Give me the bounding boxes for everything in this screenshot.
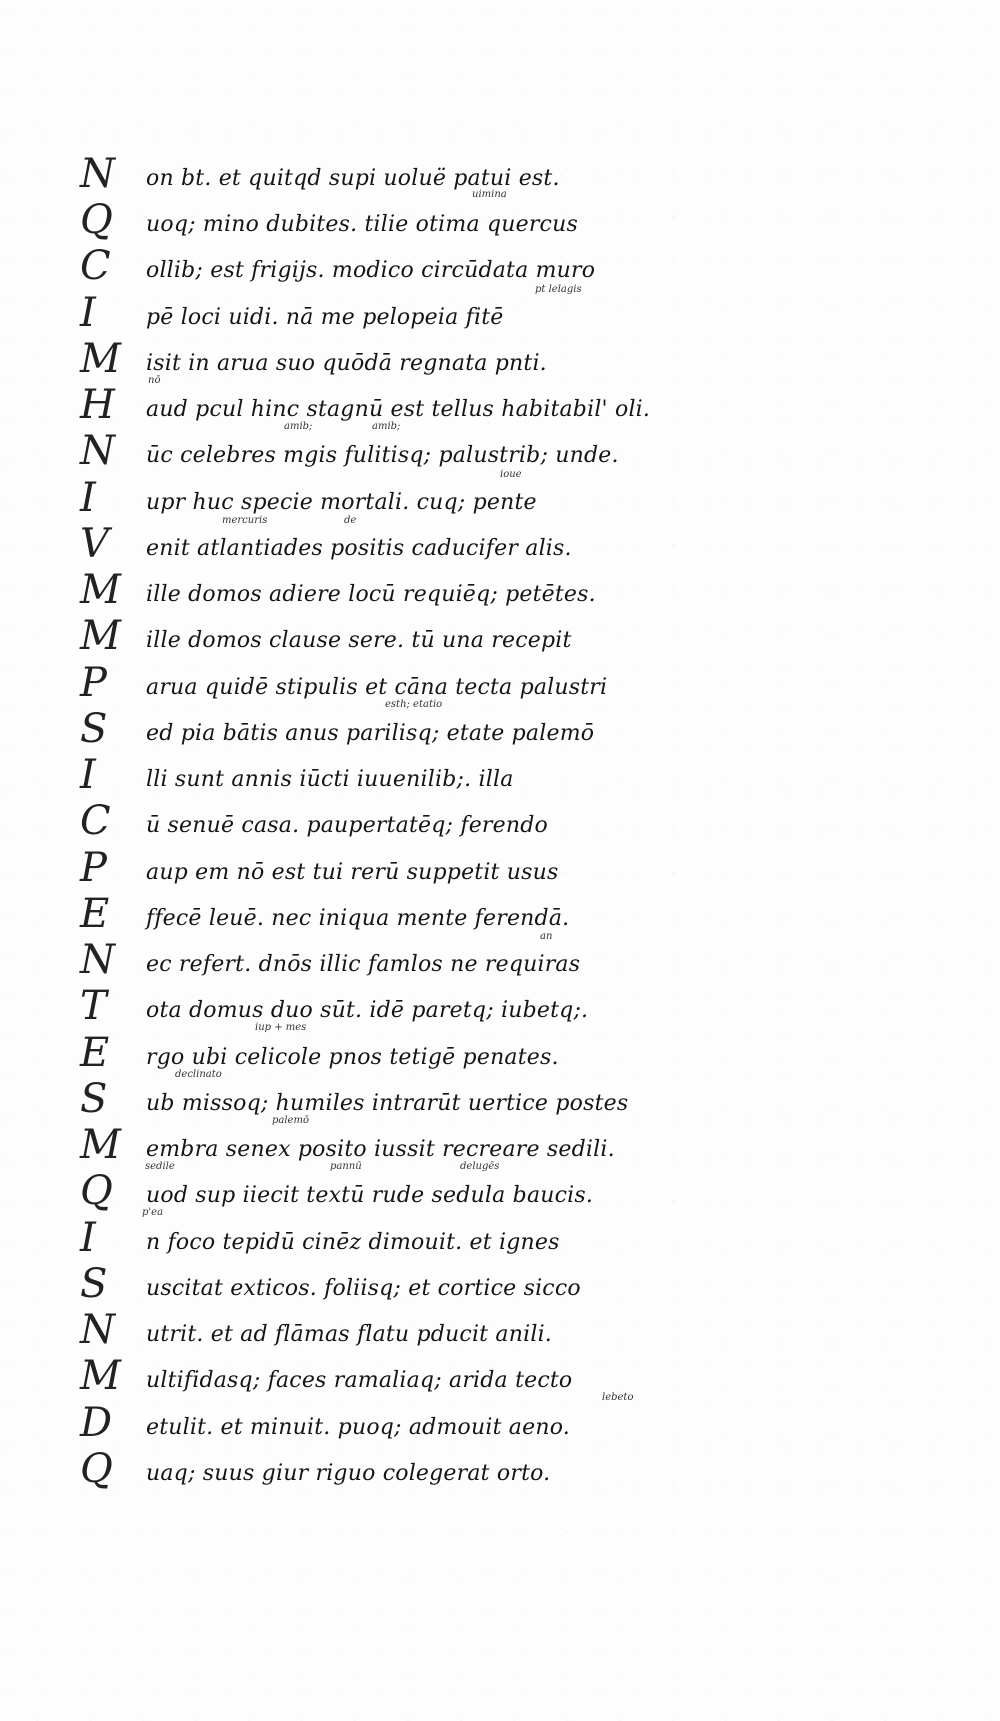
verse-text: uod sup iiecit textū rude sedula baucis. <box>146 1183 594 1208</box>
verse-text: enit atlantiades positis caducifer alis. <box>146 536 572 561</box>
interlinear-gloss: pt lelagis <box>535 284 582 295</box>
verse-initial: E <box>80 891 110 937</box>
verse-text: embra senex posito iussit recreare sedili. <box>146 1137 615 1162</box>
verse-initial: I <box>80 1215 96 1261</box>
interlinear-gloss: palemō <box>272 1115 309 1126</box>
verse-line <box>80 983 700 1040</box>
verse-line <box>80 567 700 624</box>
verse-text: uoq; mino dubites. tilie otima quercus <box>146 212 578 237</box>
interlinear-gloss: iup + mes <box>255 1022 307 1033</box>
verse-initial: M <box>80 1353 121 1399</box>
verse-line <box>80 336 700 393</box>
verse-line <box>80 1446 700 1503</box>
interlinear-gloss: uimina <box>472 189 507 200</box>
interlinear-gloss: sedile <box>145 1161 175 1172</box>
verse-text: aup em nō est tui rerū suppetit usus <box>146 860 559 885</box>
verse-line <box>80 660 700 717</box>
verse-initial: N <box>80 428 115 474</box>
verse-line <box>80 1076 700 1133</box>
interlinear-gloss: mercuris <box>222 515 268 526</box>
verse-initial: N <box>80 937 115 983</box>
verse-initial: E <box>80 1030 110 1076</box>
verse-text: pē loci uidi. nā me pelopeia fitē <box>146 305 504 330</box>
verse-line <box>80 243 700 300</box>
verse-line <box>80 706 700 763</box>
verse-text: ed pia bātis anus parilisq; etate palemō <box>146 721 595 746</box>
verse-initial: M <box>80 1122 121 1168</box>
verse-initial: P <box>80 660 107 706</box>
verse-line <box>80 382 700 439</box>
verse-text: ffecē leuē. nec iniqua mente ferendā. <box>146 906 570 931</box>
verse-text: ille domos adiere locū requiēq; petētes. <box>146 582 596 607</box>
verse-line <box>80 197 700 254</box>
verse-text: etulit. et minuit. puoq; admouit aeno. <box>146 1415 570 1440</box>
verse-line <box>80 845 700 902</box>
verse-text: ota domus duo sūt. idē paretq; iubetq;. <box>146 998 589 1023</box>
interlinear-gloss: ioue <box>500 469 522 480</box>
interlinear-gloss: amib; <box>284 421 313 432</box>
verse-text: uscitat exticos. foliisq; et cortice sicco <box>146 1276 581 1301</box>
verse-text: ū senuē casa. paupertatēq; ferendo <box>146 813 548 838</box>
verse-initial: Q <box>80 1168 113 1214</box>
verse-text: ūc celebres mgis fulitisq; palustrib; unde. <box>146 443 619 468</box>
verse-text: isit in arua suo quōdā regnata pnti. <box>146 351 547 376</box>
verse-text: lli sunt annis iūcti iuuenilib;. illa <box>146 767 514 792</box>
verse-text: ille domos clause sere. tū una recepit <box>146 628 572 653</box>
verse-text: aud pcul hinc stagnū est tellus habitabil' oli. <box>146 397 651 422</box>
verse-initial: M <box>80 336 121 382</box>
verse-initial: C <box>80 243 111 289</box>
verse-line <box>80 1261 700 1318</box>
verse-line <box>80 1215 700 1272</box>
verse-text: n foco tepidū cinēz dimouit. et ignes <box>146 1230 560 1255</box>
verse-text: ub missoq; humiles intrarūt uertice postes <box>146 1091 629 1116</box>
verse-initial: I <box>80 290 96 336</box>
verse-text: uaq; suus giur riguo colegerat orto. <box>146 1461 551 1486</box>
verse-initial: I <box>80 475 96 521</box>
verse-text: on bt. et quitqd supi uoluë patui est. <box>146 166 560 191</box>
verse-line <box>80 290 700 347</box>
verse-text: arua quidē stipulis et cāna tecta palustri <box>146 675 608 700</box>
verse-line <box>80 475 700 532</box>
interlinear-gloss: amib; <box>372 421 401 432</box>
verse-initial: S <box>80 1261 108 1307</box>
verse-initial: M <box>80 613 121 659</box>
verse-initial: Q <box>80 197 113 243</box>
verse-initial: I <box>80 752 96 798</box>
interlinear-gloss: p'ea <box>142 1207 164 1218</box>
verse-text: utrit. et ad flāmas flatu pducit anili. <box>146 1322 553 1347</box>
verse-text: ec refert. dnōs illic famlos ne requiras <box>146 952 581 977</box>
verse-line <box>80 151 700 208</box>
verse-text: rgo ubi celicole pnos tetigē penates. <box>146 1045 559 1070</box>
verse-line <box>80 428 700 485</box>
interlinear-gloss: declinato <box>175 1069 222 1080</box>
verse-initial: D <box>80 1400 113 1446</box>
verse-line <box>80 937 700 994</box>
verse-initial: N <box>80 1307 115 1353</box>
interlinear-gloss: delugēs <box>460 1161 500 1172</box>
interlinear-gloss: nō <box>148 375 161 386</box>
verse-line <box>80 1168 700 1225</box>
interlinear-gloss: de <box>344 515 357 526</box>
verse-line <box>80 752 700 809</box>
verse-line <box>80 891 700 948</box>
verse-line <box>80 1030 700 1087</box>
verse-initial: T <box>80 983 107 1029</box>
verse-initial: S <box>80 706 108 752</box>
verse-initial: N <box>80 151 115 197</box>
verse-initial: S <box>80 1076 108 1122</box>
interlinear-gloss: pannū <box>330 1161 362 1172</box>
verse-line <box>80 1307 700 1364</box>
interlinear-gloss: an <box>540 931 553 942</box>
verse-line <box>80 798 700 855</box>
verse-initial: P <box>80 845 107 891</box>
verse-initial: V <box>80 521 109 567</box>
verse-text: ultifidasq; faces ramaliaq; arida tecto <box>146 1368 573 1393</box>
verse-initial: Q <box>80 1446 113 1492</box>
verse-text: upr huc specie mortali. cuq; pente <box>146 490 537 515</box>
verse-initial: C <box>80 798 111 844</box>
verse-line <box>80 521 700 578</box>
verse-line <box>80 1122 700 1179</box>
verse-initial: M <box>80 567 121 613</box>
verse-text: ollib; est frigijs. modico circūdata muro <box>146 258 596 283</box>
interlinear-gloss: esth; etatio <box>385 699 443 710</box>
verse-initial: H <box>80 382 115 428</box>
verse-line <box>80 1400 700 1457</box>
verse-line <box>80 1353 700 1410</box>
interlinear-gloss: lebeto <box>602 1392 634 1403</box>
verse-line <box>80 613 700 670</box>
